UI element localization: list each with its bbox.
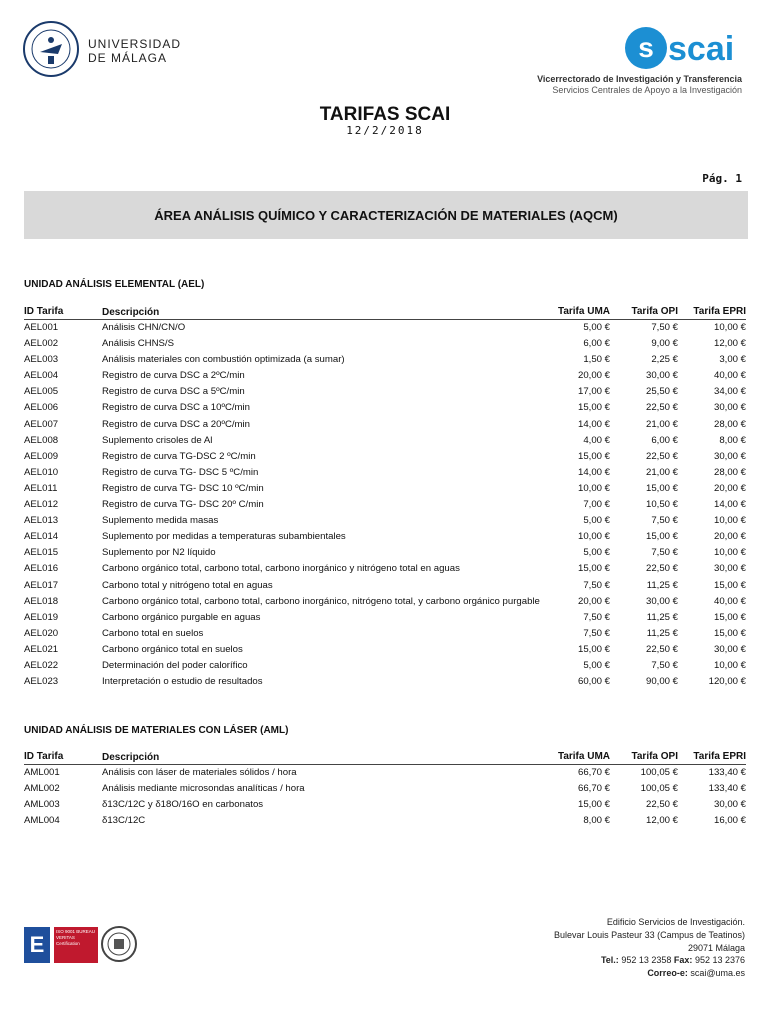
tarifa-epri: 28,00 €: [713, 418, 746, 430]
tarifa-id: AEL016: [24, 563, 59, 575]
tarifa-opi: 12,00 €: [645, 815, 678, 827]
tarifa-id: AEL013: [24, 515, 59, 527]
tarifa-desc: Registro de curva DSC a 10ºC/min: [102, 402, 251, 414]
tarifa-id: AEL015: [24, 547, 59, 559]
tarifa-epri: 15,00 €: [713, 579, 746, 591]
tarifa-id: AEL002: [24, 338, 59, 350]
scai-logo-text: scai: [668, 30, 735, 68]
tarifa-desc: Registro de curva DSC a 5ºC/min: [102, 386, 245, 398]
tarifa-opi: 15,00 €: [645, 531, 678, 543]
svg-text:s: s: [638, 32, 654, 63]
table-row: [24, 626, 746, 642]
tarifa-uma: 60,00 €: [577, 676, 610, 688]
tarifa-desc: Carbono orgánico total, carbono total, carbono inorgánico, nitrógeno total, y carbono orgánico purgable: [102, 595, 540, 607]
area-banner: ÁREA ANÁLISIS QUÍMICO Y CARACTERIZACIÓN DE MATERIALES (AQCM): [24, 191, 748, 239]
cert-e-badge: E: [24, 927, 50, 963]
table-row: [24, 610, 746, 626]
tarifa-uma: 20,00 €: [577, 595, 610, 607]
tarifa-id: AEL008: [24, 434, 59, 446]
tarifa-desc: Suplemento por medidas a temperaturas subambientales: [102, 531, 346, 543]
col-opi: Tarifa OPI: [631, 751, 678, 762]
tarifa-id: AEL023: [24, 676, 59, 688]
tarifa-epri: 15,00 €: [713, 611, 746, 623]
tarifa-desc: Interpretación o estudio de resultados: [102, 676, 263, 688]
tarifa-opi: 7,50 €: [651, 322, 678, 333]
tarifa-uma: 5,00 €: [583, 659, 610, 671]
tarifa-opi: 22,50 €: [645, 450, 678, 462]
tarifa-uma: 6,00 €: [583, 338, 610, 350]
tarifa-epri: 34,00 €: [713, 386, 746, 398]
tarifa-epri: 133,40 €: [708, 767, 746, 778]
tarifa-desc: Análisis con láser de materiales sólidos / hora: [102, 767, 297, 778]
tarifa-id: AML003: [24, 799, 60, 811]
table-row: [24, 433, 746, 449]
tarifa-opi: 30,00 €: [645, 595, 678, 607]
tarifa-epri: 40,00 €: [713, 595, 746, 607]
table-row: [24, 781, 746, 797]
tarifa-desc: Registro de curva TG- DSC 20º C/min: [102, 499, 264, 511]
table-row: [24, 352, 746, 368]
table-ael: [24, 320, 746, 690]
tarifa-uma: 4,00 €: [583, 434, 610, 446]
table-header-ael: [24, 306, 746, 320]
table-row: [24, 320, 746, 336]
tarifa-opi: 11,25 €: [646, 579, 678, 591]
tarifa-id: AEL021: [24, 643, 59, 655]
section-aml-title: UNIDAD ANÁLISIS DE MATERIALES CON LÁSER (AML): [24, 725, 289, 736]
section-ael-title: UNIDAD ANÁLISIS ELEMENTAL (AEL): [24, 279, 205, 290]
tarifa-opi: 6,00 €: [651, 434, 678, 446]
tarifa-id: AEL020: [24, 627, 59, 639]
table-row: [24, 497, 746, 513]
tarifa-id: AEL011: [24, 482, 58, 494]
university-seal-logo: [22, 20, 80, 78]
col-uma: Tarifa UMA: [557, 306, 610, 317]
tarifa-epri: 28,00 €: [713, 466, 746, 478]
tarifa-epri: 10,00 €: [713, 322, 746, 333]
tarifa-uma: 8,00 €: [583, 815, 610, 827]
bureau-veritas-seal-icon: [100, 925, 138, 963]
table-row: [24, 797, 746, 813]
tarifa-desc: Análisis mediante microsondas analíticas / hora: [102, 783, 305, 795]
tarifa-uma: 10,00 €: [577, 531, 610, 543]
table-row: [24, 813, 746, 829]
tarifa-uma: 15,00 €: [577, 643, 610, 655]
tarifa-opi: 21,00 €: [645, 418, 678, 430]
tarifa-desc: Carbono orgánico total, carbono total, carbono inorgánico y nitrógeno total en aguas: [102, 563, 460, 575]
scai-logo: [624, 22, 742, 74]
tarifa-opi: 30,00 €: [645, 370, 678, 382]
tarifa-desc: Registro de curva TG- DSC 5 ºC/min: [102, 466, 259, 478]
table-aml: [24, 765, 746, 829]
tarifa-epri: 20,00 €: [713, 482, 746, 494]
tarifa-uma: 1,50 €: [583, 354, 610, 366]
tarifa-epri: 30,00 €: [713, 402, 746, 414]
tarifa-epri: 133,40 €: [708, 783, 746, 795]
tarifa-opi: 90,00 €: [645, 676, 678, 688]
tarifa-id: AML001: [24, 767, 60, 778]
tarifa-desc: Registro de curva DSC a 2ºC/min: [102, 370, 245, 382]
table-row: [24, 658, 746, 674]
tarifa-id: AML004: [24, 815, 60, 827]
table-row: [24, 674, 746, 690]
tarifa-epri: 16,00 €: [713, 815, 746, 827]
table-row: [24, 384, 746, 400]
tarifa-epri: 12,00 €: [713, 338, 746, 350]
tarifa-epri: 20,00 €: [713, 531, 746, 543]
tarifa-desc: Análisis materiales con combustión optimizada (a sumar): [102, 354, 345, 366]
table-row: [24, 449, 746, 465]
tarifa-opi: 22,50 €: [645, 799, 678, 811]
tarifa-epri: 30,00 €: [713, 643, 746, 655]
col-id: ID Tarifa: [24, 306, 64, 317]
footer-line1: Edificio Servicios de Investigación.: [606, 917, 745, 927]
table-row: [24, 642, 746, 658]
vicerrectorado: Vicerrectorado de Investigación y Transferencia: [537, 74, 742, 84]
page-title: TARIFAS SCAI: [319, 104, 451, 125]
tarifa-uma: 17,00 €: [577, 386, 610, 398]
tarifa-opi: 21,00 €: [645, 466, 678, 478]
tarifa-opi: 25,50 €: [645, 386, 678, 398]
tarifa-desc: Carbono total y nitrógeno total en aguas: [102, 579, 273, 591]
tarifa-desc: Suplemento crisoles de Al: [102, 434, 213, 446]
tarifa-uma: 5,00 €: [583, 322, 610, 333]
tarifa-id: AEL018: [24, 595, 59, 607]
tarifa-id: AEL007: [24, 418, 59, 430]
tarifa-epri: 30,00 €: [713, 450, 746, 462]
table-row: [24, 529, 746, 545]
tarifa-id: AEL005: [24, 386, 59, 398]
tarifa-opi: 7,50 €: [651, 515, 678, 527]
tarifa-uma: 66,70 €: [577, 767, 610, 778]
tarifa-id: AEL004: [24, 370, 59, 382]
tarifa-opi: 15,00 €: [645, 482, 678, 494]
tarifa-opi: 9,00 €: [651, 338, 678, 350]
tarifa-epri: 10,00 €: [713, 515, 746, 527]
tarifa-opi: 22,50 €: [645, 563, 678, 575]
table-row: [24, 545, 746, 561]
tarifa-epri: 3,00 €: [719, 354, 746, 366]
tarifa-opi: 2,25 €: [651, 354, 678, 366]
tarifa-id: AEL009: [24, 450, 59, 462]
col-epri: Tarifa EPRI: [693, 306, 746, 317]
tarifa-opi: 22,50 €: [645, 643, 678, 655]
tarifa-desc: Registro de curva TG- DSC 10 ºC/min: [102, 482, 264, 494]
table-row: [24, 400, 746, 416]
tarifa-desc: Suplemento medida masas: [102, 515, 219, 527]
col-epri: Tarifa EPRI: [693, 751, 746, 762]
tarifa-uma: 15,00 €: [577, 450, 610, 462]
tarifa-opi: 11,25 €: [646, 611, 678, 623]
table-row: [24, 465, 746, 481]
tarifa-uma: 7,50 €: [583, 611, 610, 623]
tarifa-desc: δ13C/12C y δ18O/16O en carbonatos: [102, 799, 264, 811]
tarifa-epri: 30,00 €: [713, 563, 746, 575]
tarifa-epri: 40,00 €: [713, 370, 746, 382]
col-uma: Tarifa UMA: [557, 751, 610, 762]
tarifa-epri: 14,00 €: [713, 499, 746, 511]
servicios-centrales: Servicios Centrales de Apoyo a la Investigación: [552, 85, 742, 95]
tarifa-opi: 10,50 €: [645, 499, 678, 511]
tarifa-desc: Carbono orgánico total en suelos: [102, 643, 243, 655]
tarifa-id: AEL006: [24, 402, 59, 414]
tarifa-desc: Análisis CHN/CN/O: [102, 322, 186, 333]
table-row: [24, 417, 746, 433]
tarifa-id: AEL012: [24, 499, 59, 511]
tarifa-desc: Registro de curva DSC a 20ºC/min: [102, 418, 251, 430]
table-row: [24, 594, 746, 610]
tarifa-opi: 11,25 €: [646, 627, 678, 639]
tarifa-uma: 14,00 €: [577, 418, 610, 430]
tarifa-id: AEL017: [24, 579, 59, 591]
tarifa-desc: δ13C/12C: [102, 815, 146, 827]
tarifa-uma: 7,50 €: [583, 579, 610, 591]
tarifa-id: AML002: [24, 783, 60, 795]
tarifa-uma: 20,00 €: [577, 370, 610, 382]
footer-line2: Bulevar Louis Pasteur 33 (Campus de Teatinos): [554, 929, 745, 940]
tarifa-epri: 15,00 €: [713, 627, 746, 639]
tarifa-epri: 120,00 €: [708, 676, 746, 688]
col-opi: Tarifa OPI: [631, 306, 678, 317]
footer-address: [554, 916, 745, 980]
table-row: [24, 368, 746, 384]
footer-phone: Tel.: 952 13 2358 Fax: 952 13 2376: [600, 955, 745, 966]
table-row: [24, 513, 746, 529]
tarifa-uma: 10,00 €: [577, 482, 610, 494]
table-row: [24, 578, 746, 594]
tarifa-epri: 10,00 €: [713, 659, 746, 671]
iso-cert-badge: ISO 9001 BUREAU VERITAS Certification: [54, 927, 98, 963]
tarifa-id: AEL019: [24, 611, 59, 623]
tarifa-uma: 7,50 €: [583, 627, 610, 639]
footer-email: Correo-e: scai@uma.es: [647, 968, 745, 979]
tarifa-desc: Carbono orgánico purgable en aguas: [102, 611, 261, 623]
tarifa-id: AEL003: [24, 354, 59, 366]
tarifa-id: AEL001: [24, 322, 59, 333]
tarifa-uma: 14,00 €: [577, 466, 610, 478]
table-row: [24, 561, 746, 577]
tarifa-uma: 15,00 €: [577, 563, 610, 575]
document-date: 12/2/2018: [346, 124, 424, 137]
tarifa-opi: 22,50 €: [645, 402, 678, 414]
tarifa-uma: 66,70 €: [577, 783, 610, 795]
tarifa-uma: 7,00 €: [583, 499, 610, 511]
table-row: [24, 336, 746, 352]
footer-line3: 29071 Málaga: [687, 942, 745, 953]
page-number: Pág. 1: [702, 172, 742, 185]
tarifa-opi: 100,05 €: [640, 783, 678, 795]
tarifa-opi: 7,50 €: [651, 547, 678, 559]
tarifa-epri: 30,00 €: [713, 799, 746, 811]
tarifa-id: AEL010: [24, 466, 59, 478]
tarifa-epri: 10,00 €: [713, 547, 746, 559]
tarifa-desc: Análisis CHNS/S: [102, 338, 174, 350]
tarifa-id: AEL014: [24, 531, 59, 543]
tarifa-desc: Suplemento por N2 líquido: [102, 547, 216, 559]
table-header-aml: [24, 751, 746, 765]
tarifa-uma: 15,00 €: [577, 799, 610, 811]
tarifa-uma: 5,00 €: [583, 547, 610, 559]
col-id: ID Tarifa: [24, 751, 64, 762]
tarifa-desc: Carbono total en suelos: [102, 627, 204, 639]
tarifa-opi: 7,50 €: [651, 659, 678, 671]
table-row: [24, 481, 746, 497]
col-desc: Descripción: [102, 752, 160, 763]
university-name: UNIVERSIDAD DE MÁLAGA: [88, 37, 182, 65]
table-row: [24, 765, 746, 781]
tarifa-opi: 100,05 €: [640, 767, 678, 778]
vicerrectorado-block: [537, 74, 742, 96]
tarifa-epri: 8,00 €: [719, 434, 746, 446]
col-desc: Descripción: [102, 307, 160, 318]
tarifa-id: AEL022: [24, 659, 59, 671]
tarifa-desc: Registro de curva TG-DSC 2 ºC/min: [102, 450, 256, 462]
tarifa-uma: 15,00 €: [577, 402, 610, 414]
tarifa-uma: 5,00 €: [583, 515, 610, 527]
tarifa-desc: Determinación del poder calorífico: [102, 659, 248, 671]
